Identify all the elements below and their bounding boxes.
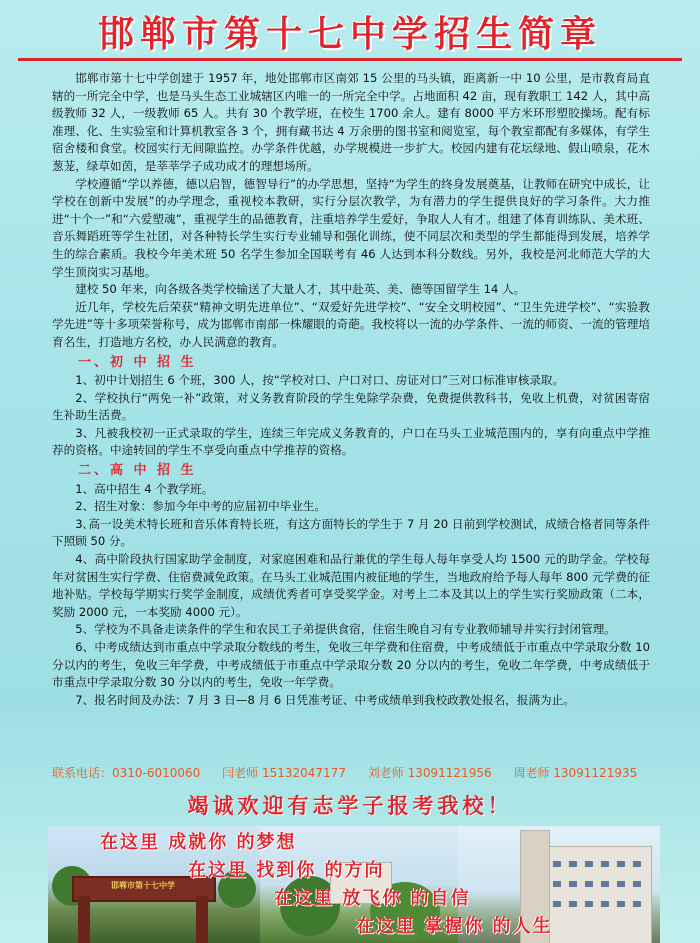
contact-teacher: 刘老师 13091121956 [367,766,492,780]
intro-paragraph: 建校 50 年来，向各级各类学校输送了大量人才，其中赴英、美、德等国留学生 14 人。 [75,282,526,297]
body-text [52,70,650,709]
slogan-line: 在这里 掌握你 的人生 [356,916,553,937]
contact-teacher: 周老师 13091121935 [513,766,638,780]
gate-post [196,896,208,943]
contact-phone: 联系电话：0310-6010060 [52,766,201,780]
contact-line [52,764,672,781]
junior-item: 1、初中计划招生 6 个班，300 人，按“学校对口、户口对口、房证对口”三对口标准审核录取。 [75,373,565,388]
senior-item: 6、中考成绩达到市重点中学录取分数线的考生，免收三年学费和住宿费，中考成绩低于市重点中学录取分数 10 分以内的考生，免收三年学费，中考成绩低于市重点中学录取分数 20 分以内的考生，免收二年学费，中考成绩低于市重点中学录取分数 30 分以内的考生，免收一年学费。 [52,640,650,690]
senior-item: 7、报名时间及办法：7 月 3 日—8 月 6 日凭准考证、中考成绩单到我校政教处报名，报满为止。 [75,692,575,707]
senior-item: 5、学校为不具备走读条件的学生和农民工子弟提供食宿，住宿生晚自习有专业教师辅导并实行封闭管理。 [75,622,616,637]
slogan-line: 在这里 放飞你 的自信 [274,888,471,909]
campus-photo-strip [48,826,660,943]
junior-item: 2、学校执行“两免一补”政策，对义务教育阶段的学生免除学杂费，免费提供教科书，免收上机费，对贫困寄宿生补助生活费。 [52,390,650,423]
senior-item: 4、高中阶段执行国家助学金制度，对家庭困难和品行兼优的学生每人每年享受人均 1500 元的助学金。学校每年对贫困生实行学费、住宿费减免政策。在马头工业城范围内被征地的学生，当地政府给予每人每年 800 元学费的征地补贴。学校每学期实行奖学金制度，成绩优秀者可享受奖学金。对考上二本及其以上的学生实行奖励政策（二本，奖励 2000 元，一本奖励 4000 元）。 [52,552,650,619]
page-title: 邯郸市第十七中学招生简章 [97,13,602,55]
senior-item: 1、高中招生 4 个教学班。 [75,481,214,496]
junior-enrollment-heading: 一、初 中 招 生 [78,354,197,370]
senior-item: 2、招生对象：参加今年中考的应届初中毕业生。 [75,499,327,514]
intro-paragraph: 近几年，学校先后荣获“精神文明先进单位”、“双爱好先进学校”、“安全文明校园”、“卫生先进学校”、“实验教学先进”等十多项荣誉称号，成为邯郸市南部一株耀眼的奇葩。我校将以一流的办学条件、一流的师资、一流的管理培育名生，打造地方名校，办人民满意的教育。 [52,299,650,349]
slogan-line: 在这里 成就你 的梦想 [100,832,297,853]
senior-item: 3､高一设美术特长班和音乐体育特长班，有这方面特长的学生于 7 月 20 日前到学校测试，成绩合格者同等条件下照顾 50 分。 [52,516,650,549]
intro-paragraph: 邯郸市第十七中学创建于 1957 年，地处邯郸市区南郊 15 公里的马头镇，距离新一中 10 公里，是市教育局直辖的一所完全中学，也是马头生态工业城辖区内唯一的一所完全中学。占地面积 42 亩，现有教职工 142 人，其中高级教师 32 人，一级教师 65 人。共有 30 个教学班，在校生 1700 余人。建有 8000 平方米环形塑胶操场。配有标准理、化、生实验室和计算机教室各 3 个，拥有藏书达 4 万余册的图书室和阅览室，每个教室都配有多媒体，有学生宿舍楼和食堂。校园实行无间隙监控。办学条件优越，办学规模进一步扩大。校园内建有花坛绿地、假山喷泉，花木葱茏，绿草如茵，是莘莘学子成功成才的理想场所。 [52,71,650,173]
contact-teacher: 闫老师 15132047177 [222,766,346,780]
welcome-banner: 竭诚欢迎有志学子报考我校！ [187,793,513,818]
gate-post [78,896,90,943]
senior-enrollment-heading: 二、高 中 招 生 [78,463,197,479]
gate-sign: 邯郸市第十七中学 [111,881,175,890]
slogan-line: 在这里 找到你 的方向 [188,860,385,881]
junior-item: 3、凡被我校初一正式录取的学生，连续三年完成义务教育的，户口在马头工业城范围内的，享有向重点中学推荐的资格。中途转回的学生不享受向重点中学推荐的资格。 [52,425,650,458]
intro-paragraph: 学校遵循“学以养德，德以启智，德智导行”的办学思想，坚持“为学生的终身发展奠基，让教师在研究中成长，让学校在创新中发展”的办学理念，重视校本教研，实行分层次教学，为有潜力的学生提供良好的学习条件。大力推进“十个一”和“六爱塑魂”，重视学生的品德教育，注重培养学生爱好，争取人人有才。组建了体育训练队、美术班、音乐舞蹈班等学生社团，对各种特长学生实行专业辅导和强化训练，使不同层次和类型的学生都能得到发展，培养学生的综合素质。我校今年美术班 50 名学生参加全国联考有 46 人达到本科分数线。另外，我校是河北师范大学的大学生顶岗实习基地。 [52,176,650,279]
title-divider [18,58,682,61]
